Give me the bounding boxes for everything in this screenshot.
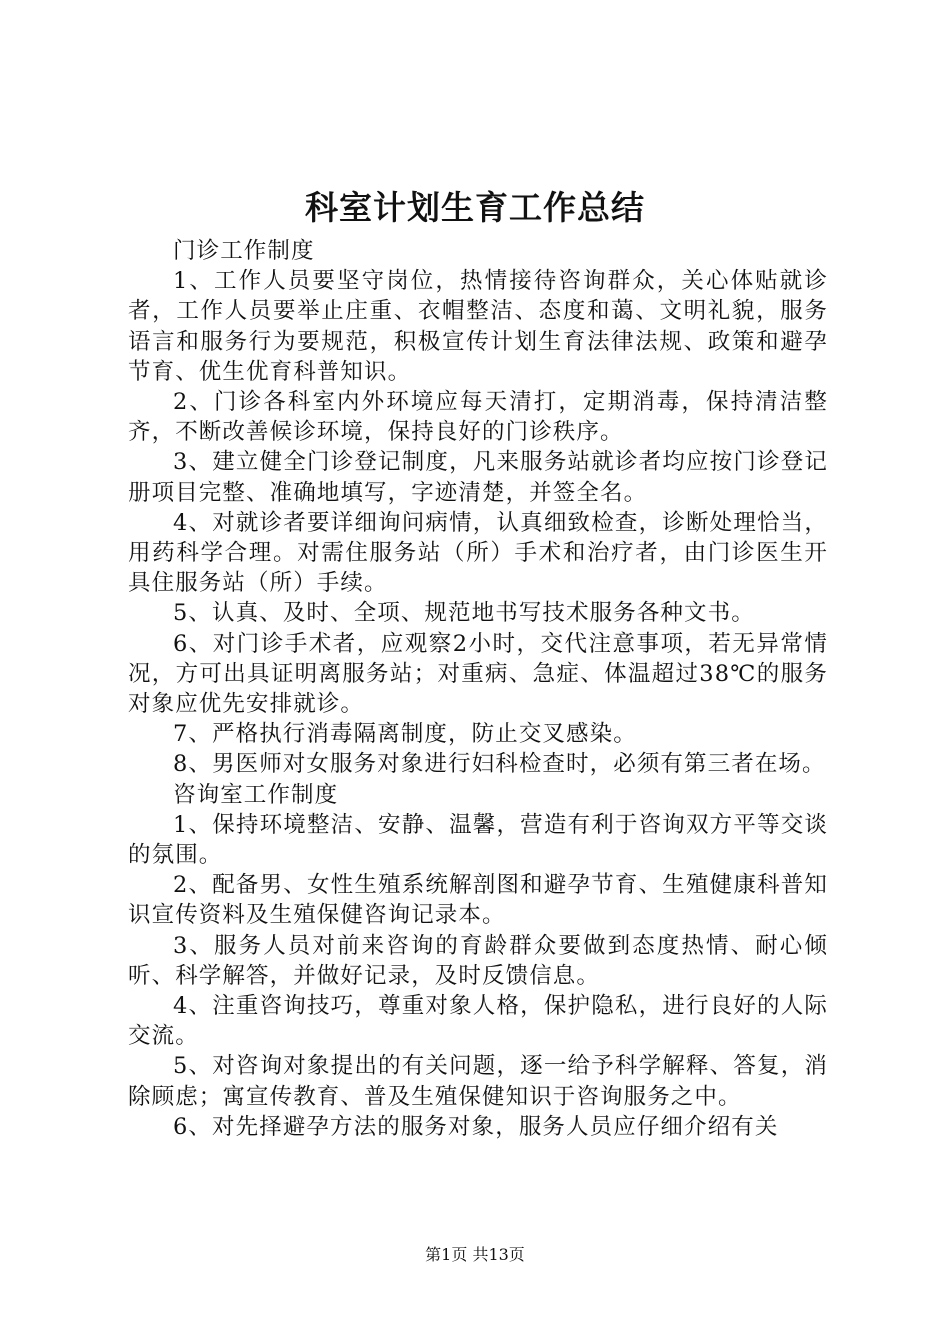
- paragraph: 5、认真、及时、全项、规范地书写技术服务各种文书。: [173, 600, 755, 627]
- paragraph: 5、对咨询对象提出的有关问题，逐一给予科学解释、答复，消除顾虑；寓宣传教育、普及生殖保健知识于咨询服务之中。: [128, 1053, 828, 1110]
- paragraph: 2、配备男、女性生殖系统解剖图和避孕节育、生殖健康科普知识宣传资料及生殖保健咨询记录本。: [128, 872, 828, 929]
- document-body: [128, 236, 828, 1142]
- paragraph: 3、建立健全门诊登记制度，凡来服务站就诊者均应按门诊登记册项目完整、准确地填写，字迹清楚，并签全名。: [128, 449, 828, 506]
- paragraph: 8、男医师对女服务对象进行妇科检查时，必须有第三者在场。: [173, 751, 826, 778]
- paragraph: 7、严格执行消毒隔离制度，防止交叉感染。: [173, 721, 637, 748]
- section-heading: 咨询室工作制度: [173, 781, 339, 808]
- document-title: 科室计划生育工作总结: [305, 188, 645, 227]
- paragraph: 2、门诊各科室内外环境应每天清打，定期消毒，保持清洁整齐，不断改善候诊环境，保持良好的门诊秩序。: [128, 389, 828, 446]
- paragraph: 1、保持环境整洁、安静、温馨，营造有利于咨询双方平等交谈的氛围。: [128, 811, 828, 869]
- paragraph: 6、对先择避孕方法的服务对象，服务人员应仔细介绍有关: [173, 1113, 779, 1140]
- section-heading: 门诊工作制度: [173, 238, 315, 264]
- paragraph: 3、服务人员对前来咨询的育龄群众要做到态度热情、耐心倾听、科学解答，并做好记录，及时反馈信息。: [128, 932, 828, 989]
- paragraph: 6、对门诊手术者，应观察2小时，交代注意事项，若无异常情况，方可出具证明离服务站；对重病、急症、体温超过38℃的服务对象应优先安排就诊。: [128, 630, 828, 718]
- page-number: 第1页 共13页: [425, 1245, 525, 1264]
- paragraph: 1、工作人员要坚守岗位，热情接待咨询群众，关心体贴就诊者，工作人员要举止庄重、衣帽整洁、态度和蔼、文明礼貌，服务语言和服务行为要规范，积极宣传计划生育法律法规、政策和避孕节育、优生优育科普知识。: [128, 268, 828, 385]
- paragraph: 4、对就诊者要详细询问病情，认真细致检查，诊断处理恰当，用药科学合理。对需住服务站（所）手术和治疗者，由门诊医生开具住服务站（所）手续。: [128, 509, 828, 597]
- paragraph: 4、注重咨询技巧，尊重对象人格，保护隐私，进行良好的人际交流。: [128, 993, 828, 1050]
